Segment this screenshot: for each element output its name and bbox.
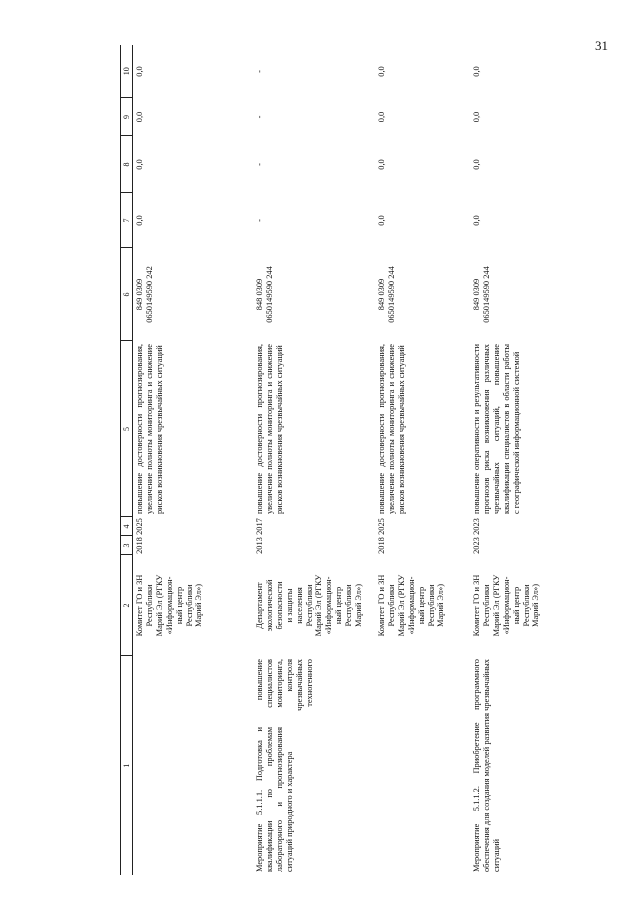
value-cell: 0,0 [377, 66, 386, 77]
budget-code-cell: 849 0309 0650149590 244 [472, 266, 491, 323]
measures-table [120, 45, 583, 875]
value-cell: 0,0 [472, 159, 481, 170]
activity-cell: Мероприятие 5.1.1.2. Приобретение программного обеспечения для создания моделей развития чрезвычайных ситуаций [472, 659, 501, 872]
budget-code-cell: 849 0309 0650149590 244 [377, 266, 396, 323]
executor-cell: Департамент экологической безопасности и защиты населения Республики Марий Эл (РГКУ «Информацион- ный центр Республики Марий Эл») [255, 574, 364, 637]
end-year-cell: 2025 [135, 518, 144, 535]
column-header: 10 [121, 45, 133, 98]
activity-continuation: повышение специалистов мониторинга, контроля чрезвычайных техногенного [255, 659, 314, 711]
start-year-cell: 2013 [255, 537, 264, 554]
start-year-cell: 2018 [377, 537, 386, 554]
result-cell: повышение достоверности прогнозирования, увеличение полноты мониторинга и снижение рисков возникновения чрезвычайных ситуаций [135, 344, 164, 514]
value-cell: 0,0 [472, 111, 481, 123]
value-cell: 0,0 [135, 215, 144, 226]
column-header: 7 [121, 193, 133, 248]
start-year-cell: 2023 [472, 537, 481, 554]
activity-cell [133, 656, 254, 875]
value-cell: 0,0 [135, 159, 144, 170]
table-row [253, 45, 375, 875]
value-cell: 0,0 [377, 111, 386, 123]
executor-cell: Комитет ГО и ЗН Республики Марий Эл (РГКУ «Информацион- ный центр Республики Марий Эл») [135, 574, 204, 637]
activity-cell [253, 656, 375, 875]
result-cell: повышение достоверности прогнозирования, увеличение полноты мониторинга и снижение рисков возникновения чрезвычайных ситуаций [377, 344, 406, 514]
activity-cell [375, 656, 470, 875]
value-cell: - [255, 219, 264, 222]
value-cell: - [255, 70, 264, 73]
rotated-table-container [120, 45, 639, 875]
value-cell: - [255, 163, 264, 166]
executor-cell: Комитет ГО и ЗН Республики Марий Эл (РГКУ «Информацион- ный центр Республики Марий Эл») [472, 574, 541, 637]
table-row [470, 45, 583, 875]
end-year-cell: 2023 [472, 518, 481, 535]
column-header: 8 [121, 136, 133, 193]
value-cell: 0,0 [377, 215, 386, 226]
budget-code-cell: 849 0309 0650149590 242 [135, 266, 154, 323]
table-header-row [121, 45, 133, 875]
result-cell: повышение оперативности и результативности прогнозов риска возникновения различных чрезвычайных ситуаций, повышение квалификации специалистов в области работы с географической информационной системой [472, 344, 521, 514]
budget-code-cell: 848 0309 0650149590 244 [255, 266, 274, 323]
end-year-cell: 2017 [255, 518, 264, 535]
column-header: 3 [121, 536, 133, 555]
table-row [375, 45, 470, 875]
executor-cell: Комитет ГО и ЗН Республики Марий Эл (РГКУ «Информацион- ный центр Республики Марий Эл») [377, 574, 446, 637]
start-year-cell: 2018 [135, 537, 144, 554]
column-header: 9 [121, 98, 133, 136]
result-cell: повышение достоверности прогнозирования, увеличение полноты мониторинга и снижение рисков возникновения чрезвычайных ситуаций [255, 344, 284, 514]
page-number: 31 [595, 38, 608, 53]
column-header: 5 [121, 341, 133, 517]
activity-text: Мероприятие 5.1.1.1. Подготовка и квалификации по проблемам лабораторного и прогнозирования ситуаций природного и характера [255, 727, 294, 872]
column-header: 2 [121, 555, 133, 656]
column-header: 1 [121, 656, 133, 875]
value-cell: 0,0 [472, 215, 481, 226]
value-cell: 0,0 [472, 66, 481, 77]
value-cell: 0,0 [135, 66, 144, 77]
value-cell: 0,0 [135, 111, 144, 123]
end-year-cell: 2025 [377, 518, 386, 535]
value-cell: 0,0 [377, 159, 386, 170]
column-header: 6 [121, 248, 133, 341]
value-cell: - [255, 115, 264, 119]
column-header: 4 [121, 517, 133, 536]
table-row [133, 45, 254, 875]
